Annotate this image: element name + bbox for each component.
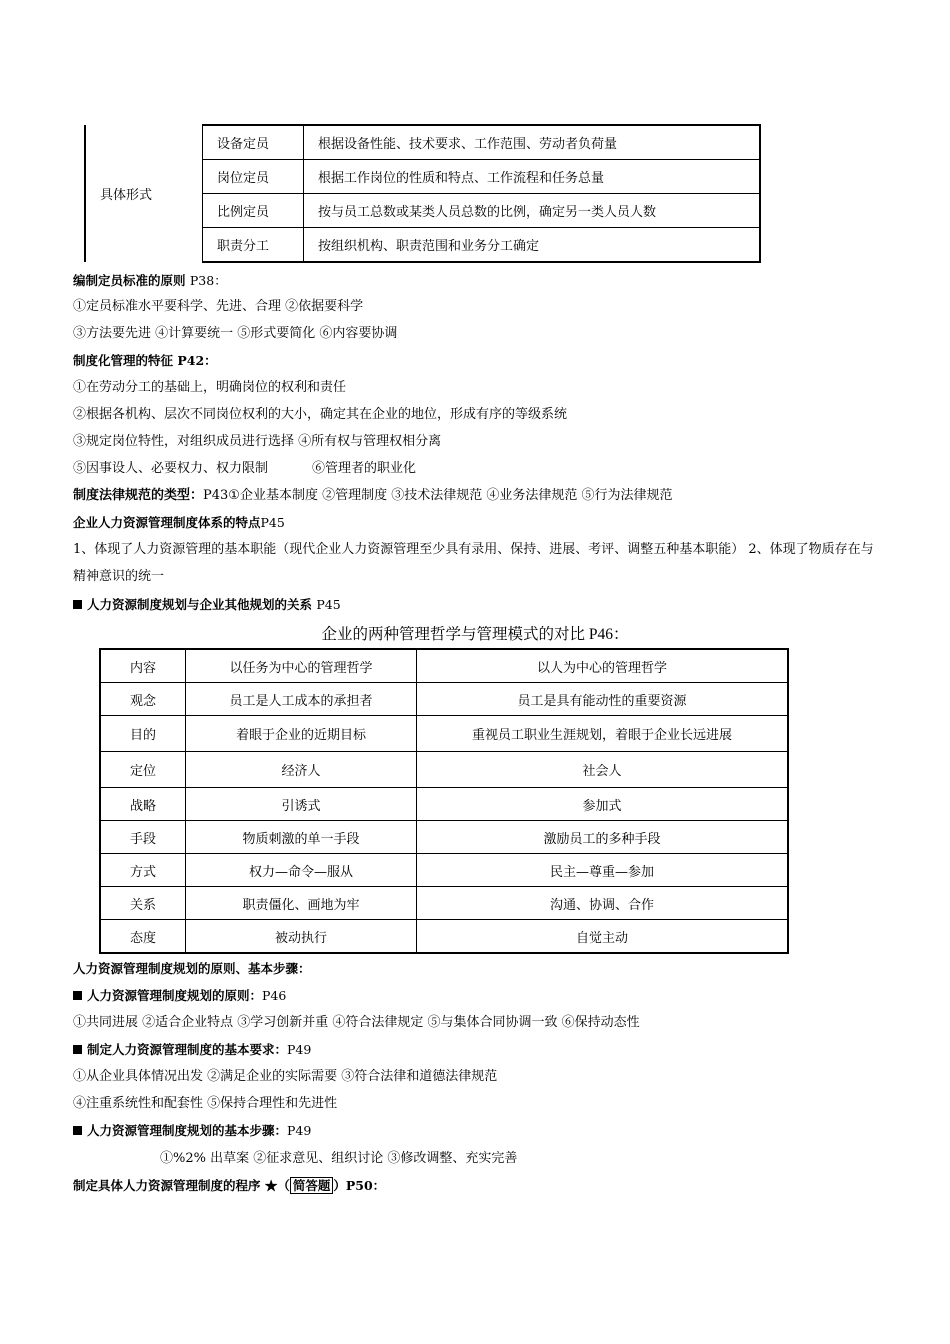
section-heading-basic-requirements: 制定人力资源管理制度的基本要求：P49	[73, 1041, 311, 1059]
people-centered-cell: 沟通、协调、合作	[417, 887, 789, 920]
requirements-line-2: ④注重系统性和配套性 ⑤保持合理性和先进性	[73, 1096, 338, 1111]
institutional-line-3: ③规定岗位特性，对组织成员进行选择 ④所有权与管理权相分离	[73, 434, 442, 449]
section-heading-basic-steps: 人力资源管理制度规划的基本步骤：P49	[73, 1122, 311, 1140]
task-centered-cell: 物质刺激的单一手段	[186, 821, 417, 854]
table-row	[100, 716, 788, 752]
institutional-line-2: ②根据各机构、层次不同岗位权利的大小，确定其在企业的地位，形成有序的等级系统	[73, 407, 568, 422]
row-key: 观念	[100, 683, 186, 716]
table-row	[100, 887, 788, 920]
section-heading-procedure: 制定具体人力资源管理制度的程序 ★（ 简答题 ）P50：	[73, 1178, 386, 1193]
task-centered-cell: 权力—命令—服从	[186, 854, 417, 887]
people-centered-cell: 民主—尊重—参加	[417, 854, 789, 887]
people-centered-cell: 重视员工职业生涯规划，着眼于企业长远进展	[417, 716, 789, 752]
square-bullet-icon	[73, 1126, 82, 1135]
header-cell: 以人为中心的管理哲学	[417, 649, 789, 683]
task-centered-cell: 引诱式	[186, 788, 417, 821]
question-type-box: 简答题	[290, 1177, 334, 1194]
row-key: 关系	[100, 887, 186, 920]
institutional-line-1: ①在劳动分工的基础上，明确岗位的权利和责任	[73, 380, 347, 395]
people-centered-cell: 激励员工的多种手段	[417, 821, 789, 854]
header-cell: 以任务为中心的管理哲学	[186, 649, 417, 683]
task-centered-cell: 着眼于企业的近期目标	[186, 716, 417, 752]
task-centered-cell: 经济人	[186, 752, 417, 788]
legal-norms-line: 制度法律规范的类型：P43①企业基本制度 ②管理制度 ③技术法律规范 ④业务法律规范 ⑤行为法律规范	[73, 488, 673, 503]
row-key: 目的	[100, 716, 186, 752]
form-desc: 按组织机构、职责范围和业务分工确定	[304, 228, 761, 263]
row-key: 方式	[100, 854, 186, 887]
row-key: 态度	[100, 920, 186, 954]
task-centered-cell: 员工是人工成本的承担者	[186, 683, 417, 716]
row-group-label: 具体形式	[85, 125, 203, 262]
basic-steps-line: ①%2% 出草案 ②征求意见、组织讨论 ③修改调整、充实完善	[160, 1151, 518, 1166]
section-heading-planning-principles: 人力资源管理制度规划的原则：P46	[73, 987, 286, 1005]
comparison-table	[99, 648, 789, 954]
planning-principles-line: ①共同进展 ②适合企业特点 ③学习创新并重 ④符合法律规定 ⑤与集体合同协调一致 ⑥保持动态性	[73, 1015, 640, 1030]
form-name: 职责分工	[203, 228, 304, 263]
square-bullet-icon	[73, 991, 82, 1000]
table-row	[100, 821, 788, 854]
form-desc: 按与员工总数或某类人员总数的比例，确定另一类人员人数	[304, 194, 761, 228]
table-row	[100, 683, 788, 716]
table-row	[100, 788, 788, 821]
form-name: 岗位定员	[203, 160, 304, 194]
people-centered-cell: 社会人	[417, 752, 789, 788]
staffing-principles-line-1: ①定员标准水平要科学、先进、合理 ②依据要科学	[73, 299, 364, 314]
section-heading-system-features: 企业人力资源管理制度体系的特点P45	[73, 515, 285, 530]
people-centered-cell: 员工是具有能动性的重要资源	[417, 683, 789, 716]
table-row	[100, 920, 788, 954]
row-key: 战略	[100, 788, 186, 821]
header-cell: 内容	[100, 649, 186, 683]
section-heading-staffing: 编制定员标准的原则 P38：	[73, 273, 227, 288]
institutional-line-4: ⑤因事设人、必要权力、权力限制 ⑥管理者的职业化	[73, 461, 417, 476]
section-heading-planning-relation: 人力资源制度规划与企业其他规划的关系 P45	[73, 596, 341, 614]
table-row	[100, 752, 788, 788]
requirements-line-1: ①从企业具体情况出发 ②满足企业的实际需要 ③符合法律和道德法律规范	[73, 1069, 498, 1084]
people-centered-cell: 参加式	[417, 788, 789, 821]
row-key: 定位	[100, 752, 186, 788]
comparison-caption: 企业的两种管理哲学与管理模式的对比 P46：	[321, 626, 629, 643]
table-header-row	[100, 649, 788, 683]
table-row	[85, 125, 760, 160]
form-desc: 根据设备性能、技术要求、工作范围、劳动者负荷量	[304, 125, 761, 160]
square-bullet-icon	[73, 600, 82, 609]
form-desc: 根据工作岗位的性质和特点、工作流程和任务总量	[304, 160, 761, 194]
staffing-forms-table	[84, 124, 761, 263]
people-centered-cell: 自觉主动	[417, 920, 789, 954]
form-name: 比例定员	[203, 194, 304, 228]
row-key: 手段	[100, 821, 186, 854]
system-features-paragraph: 1、体现了人力资源管理的基本职能（现代企业人力资源管理至少具有录用、保持、进展、考评、调整五种基本职能） 2、体现了物质存在与精神意识的统一	[73, 542, 874, 584]
task-centered-cell: 被动执行	[186, 920, 417, 954]
square-bullet-icon	[73, 1045, 82, 1054]
table-row	[100, 854, 788, 887]
form-name: 设备定员	[203, 125, 304, 160]
section-heading-institutional: 制度化管理的特征 P42：	[73, 353, 217, 368]
staffing-principles-line-2: ③方法要先进 ④计算要统一 ⑤形式要简化 ⑥内容要协调	[73, 326, 398, 341]
section-heading-planning-principles-steps: 人力资源管理制度规划的原则、基本步骤：	[73, 961, 311, 976]
task-centered-cell: 职责僵化、画地为牢	[186, 887, 417, 920]
